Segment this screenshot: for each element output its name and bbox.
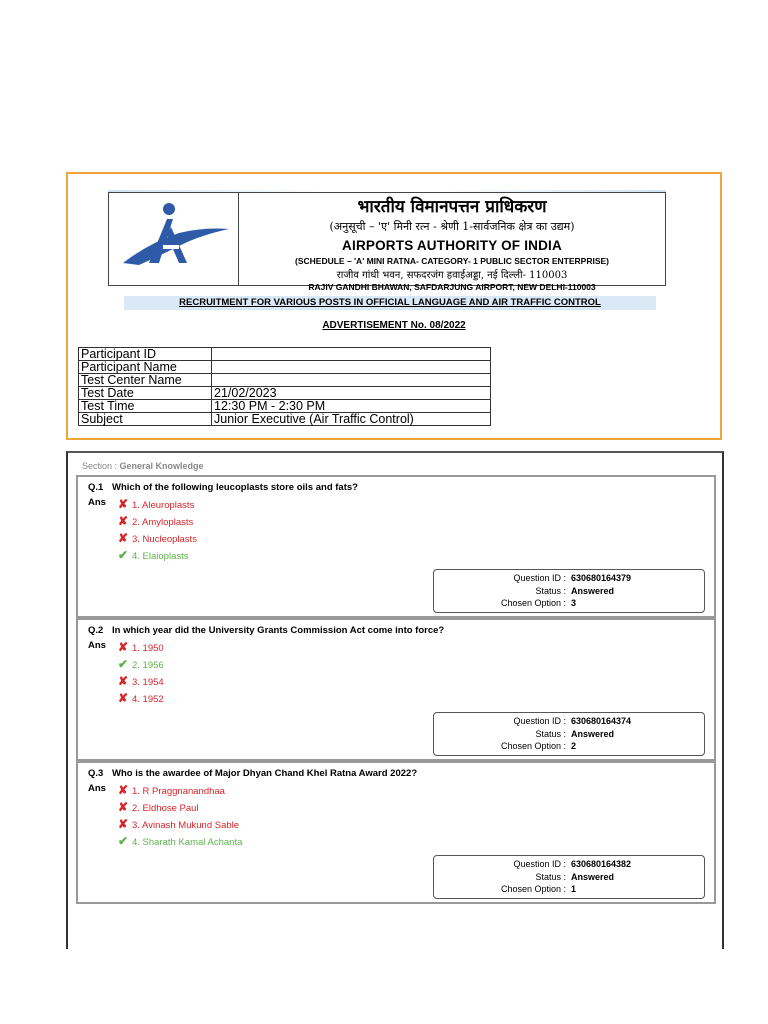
question-id-label: Question ID : [513, 716, 566, 726]
answer-option [118, 657, 164, 671]
question-meta [433, 569, 705, 613]
answer-label: Ans [88, 783, 106, 794]
chosen-option-value: 2 [571, 741, 577, 751]
cross-icon: ✘ [118, 497, 129, 511]
question-block [76, 475, 716, 618]
hindi-subtitle: (अनुसूची – 'ए' मिनी रत्न - श्रेणी 1-सार्वजनिक क्षेत्र का उद्यम) [329, 220, 575, 233]
info-value [212, 348, 491, 361]
question-id-value: 630680164382 [571, 859, 632, 869]
cross-icon: ✘ [118, 674, 129, 688]
option-text: 3. Nucleoplasts [132, 534, 197, 545]
status-value: Answered [571, 871, 615, 882]
option-text: 3. Avinash Mukund Sable [132, 820, 240, 831]
status-label: Status : [535, 871, 566, 882]
chosen-option-row [434, 598, 566, 608]
answer-option [118, 817, 239, 831]
cross-icon: ✘ [118, 640, 129, 654]
chosen-option-row [434, 741, 566, 751]
answer-option [118, 800, 199, 814]
check-icon: ✔ [118, 548, 129, 562]
answer-label: Ans [88, 497, 106, 508]
info-label: Test Time [79, 400, 212, 413]
info-value: 12:30 PM - 2:30 PM [212, 400, 491, 413]
advertisement-number: ADVERTISEMENT No. 08/2022 [322, 320, 466, 331]
info-row [79, 400, 491, 413]
status-row [434, 729, 566, 739]
question-meta [433, 855, 705, 899]
aai-logo-icon [109, 193, 237, 283]
answer-option [118, 531, 197, 545]
answer-option [118, 834, 242, 848]
answer-option [118, 691, 164, 705]
chosen-option-value: 3 [571, 598, 577, 608]
option-text: 4. Elaioplasts [132, 551, 189, 562]
option-text: 1. R Praggnanandhaa [132, 786, 225, 797]
question-text: In which year did the University Grants Commission Act come into force? [112, 625, 445, 636]
info-value [212, 361, 491, 374]
option-text: 1. Aleuroplasts [132, 500, 195, 511]
question-id-value: 630680164379 [571, 573, 632, 583]
question-number: Q.2 [88, 625, 104, 636]
chosen-option-label: Chosen Option : [500, 741, 566, 751]
question-id-label: Question ID : [513, 859, 566, 869]
question-block [76, 761, 716, 904]
option-text: 2. Amyloplasts [132, 517, 194, 528]
info-label: Participant ID [79, 348, 212, 361]
question-number: Q.3 [88, 768, 104, 779]
chosen-option-row [434, 884, 566, 894]
info-label: Subject [79, 413, 212, 426]
answer-option [118, 548, 189, 562]
section-label: Section : General Knowledge [82, 461, 204, 471]
info-value [212, 374, 491, 387]
info-label: Test Date [79, 387, 212, 400]
info-value: Junior Executive (Air Traffic Control) [212, 413, 491, 426]
info-row [79, 387, 491, 400]
cross-icon: ✘ [118, 817, 129, 831]
question-title [88, 625, 444, 636]
question-number: Q.1 [88, 482, 104, 493]
title-box [238, 192, 666, 292]
question-meta [433, 712, 705, 756]
question-title [88, 482, 358, 493]
info-row [79, 413, 491, 426]
answer-option [118, 783, 225, 797]
question-text: Who is the awardee of Major Dhyan Chand Khel Ratna Award 2022? [112, 768, 418, 779]
info-row [79, 374, 491, 387]
cross-icon: ✘ [118, 783, 129, 797]
check-icon: ✔ [118, 834, 129, 848]
chosen-option-label: Chosen Option : [500, 884, 566, 894]
question-title [88, 768, 417, 779]
question-id-label: Question ID : [513, 573, 566, 583]
status-label: Status : [535, 585, 566, 596]
option-text: 1. 1950 [132, 643, 164, 654]
chosen-option-label: Chosen Option : [500, 598, 566, 608]
cross-icon: ✘ [118, 531, 129, 545]
answer-option [118, 497, 194, 511]
hindi-title: भारतीय विमानपत्तन प्राधिकरण [357, 197, 547, 217]
question-block [76, 618, 716, 761]
cross-icon: ✘ [118, 691, 129, 705]
status-label: Status : [535, 728, 566, 739]
recruitment-heading: RECRUITMENT FOR VARIOUS POSTS IN OFFICIAL LANGUAGE AND AIR TRAFFIC CONTROL [124, 296, 656, 310]
english-address: RAJIV GANDHI BHAWAN, SAFDARJUNG AIRPORT, NEW DELHI-110003 [308, 282, 596, 292]
answer-option [118, 514, 193, 528]
aai-banner [108, 190, 666, 292]
header-card [66, 172, 722, 440]
answer-option [118, 674, 164, 688]
option-text: 4. 1952 [132, 694, 164, 705]
question-id-row [434, 716, 566, 726]
info-label: Participant Name [79, 361, 212, 374]
hindi-address: राजीव गांधी भवन, सफदरजंग हवाईअड्डा, नई दिल्ली- 110003 [336, 270, 568, 281]
response-sheet [66, 451, 724, 949]
question-id-row [434, 573, 566, 583]
option-text: 2. 1956 [132, 660, 164, 671]
cross-icon: ✘ [118, 514, 129, 528]
status-value: Answered [571, 728, 615, 739]
question-id-row [434, 859, 566, 869]
status-row [434, 872, 566, 882]
status-row [434, 586, 566, 596]
info-value: 21/02/2023 [212, 387, 491, 400]
chosen-option-value: 1 [571, 884, 577, 894]
answer-label: Ans [88, 640, 106, 651]
option-text: 4. Sharath Kamal Achanta [132, 837, 243, 848]
question-text: Which of the following leucoplasts store oils and fats? [112, 482, 358, 493]
answer-option [118, 640, 164, 654]
question-id-value: 630680164374 [571, 716, 632, 726]
option-text: 3. 1954 [132, 677, 164, 688]
cross-icon: ✘ [118, 800, 129, 814]
participant-info-table [78, 347, 491, 426]
schedule-text: (SCHEDULE – 'A' MINI RATNA- CATEGORY- 1 PUBLIC SECTOR ENTERPRISE) [295, 256, 609, 266]
logo-box [108, 192, 240, 286]
check-icon: ✔ [118, 657, 129, 671]
info-row [79, 361, 491, 374]
english-title: AIRPORTS AUTHORITY OF INDIA [342, 238, 562, 253]
info-label: Test Center Name [79, 374, 212, 387]
info-row [79, 348, 491, 361]
section-name: General Knowledge [119, 461, 204, 471]
status-value: Answered [571, 585, 615, 596]
option-text: 2. Eldhose Paul [132, 803, 199, 814]
